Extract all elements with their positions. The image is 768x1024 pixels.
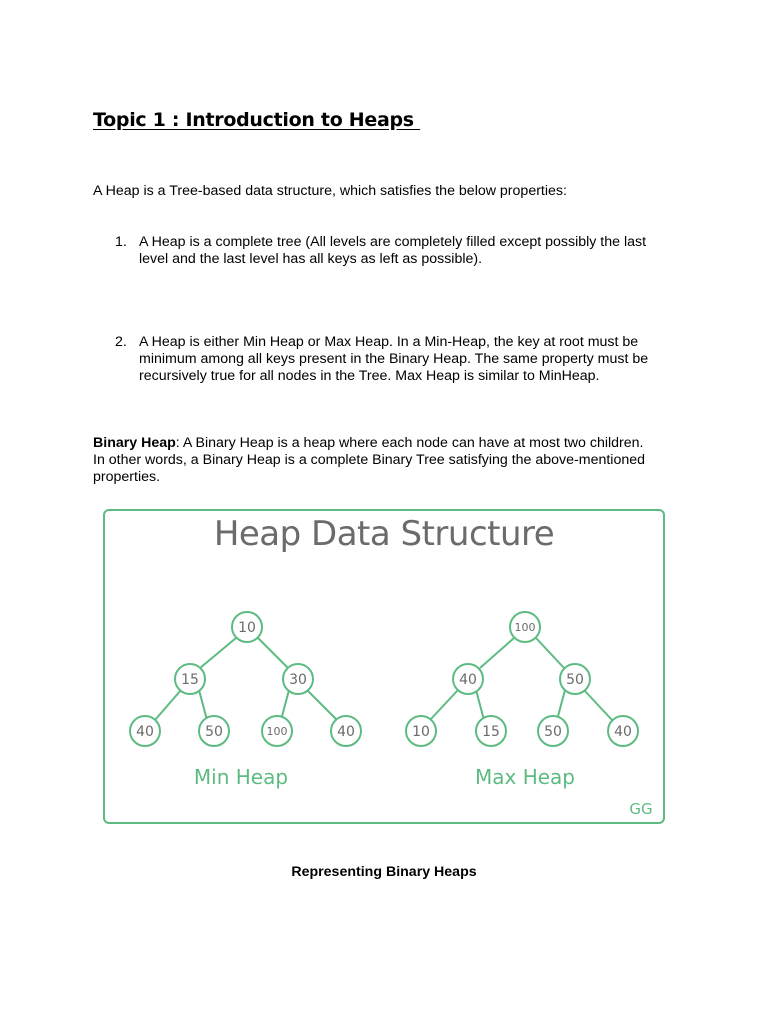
max-heap-edge xyxy=(536,638,564,668)
min-heap-edge xyxy=(200,638,236,668)
page-title: Topic 1 : Introduction to Heaps xyxy=(93,109,421,131)
list-item-text: A Heap is a complete tree (All levels are completely filled except possibly the last level and the last level has all keys as left as possible). xyxy=(139,234,647,267)
max-heap-edge xyxy=(480,638,514,668)
figure-title: Heap Data Structure xyxy=(213,514,555,554)
max-heap-edge xyxy=(476,690,484,720)
min-heap-edge xyxy=(258,638,288,668)
min-heap-node-label: 100 xyxy=(266,725,288,738)
max-heap-node-label: 15 xyxy=(482,724,500,740)
min-heap-edge xyxy=(281,690,289,720)
min-heap-node-label: 40 xyxy=(136,724,154,740)
min-heap-node-label: 10 xyxy=(238,620,256,636)
max-heap-node-label: 40 xyxy=(614,724,632,740)
min-heap-edge xyxy=(155,690,181,720)
max-heap-node-label: 50 xyxy=(544,724,562,740)
min-heap-node-label: 15 xyxy=(181,672,199,688)
binary-heap-definition: : A Binary Heap is a heap where each node can have at most two children. In other words, a Binary Heap is a complete Binary Tree satisfying the above-mentioned properties. xyxy=(93,435,646,485)
list-item-number: 2. xyxy=(115,334,127,350)
list-item-number: 1. xyxy=(115,234,127,250)
min-heap-node-label: 50 xyxy=(205,724,223,740)
binary-heap-term: Binary Heap xyxy=(93,435,176,451)
min-heap-edge xyxy=(199,690,207,720)
list-item-text: A Heap is either Min Heap or Max Heap. In a Min-Heap, the key at root must be minimum among all keys present in the Binary Heap. The same property must be recursively true for all nodes in the Tree. Max Heap is similar to MinHeap. xyxy=(139,334,649,384)
min-heap-node-label: 30 xyxy=(289,672,307,688)
min-heap-label: Min Heap xyxy=(193,765,289,789)
max-heap-node-label: 50 xyxy=(566,672,584,688)
geeksforgeeks-logo-icon: GG xyxy=(629,800,653,818)
max-heap-edge xyxy=(584,690,612,720)
intro-paragraph: A Heap is a Tree-based data structure, which satisfies the below properties: xyxy=(93,183,567,199)
min-heap-edge xyxy=(307,690,337,720)
max-heap-edge xyxy=(430,690,458,720)
max-heap-node-label: 40 xyxy=(459,672,477,688)
max-heap-label: Max Heap xyxy=(475,765,575,789)
max-heap-edge xyxy=(557,690,565,720)
max-heap-node-label: 10 xyxy=(412,724,430,740)
max-heap-node-label: 100 xyxy=(514,621,536,634)
figure-caption: Representing Binary Heaps xyxy=(291,864,477,880)
min-heap-node-label: 40 xyxy=(337,724,355,740)
